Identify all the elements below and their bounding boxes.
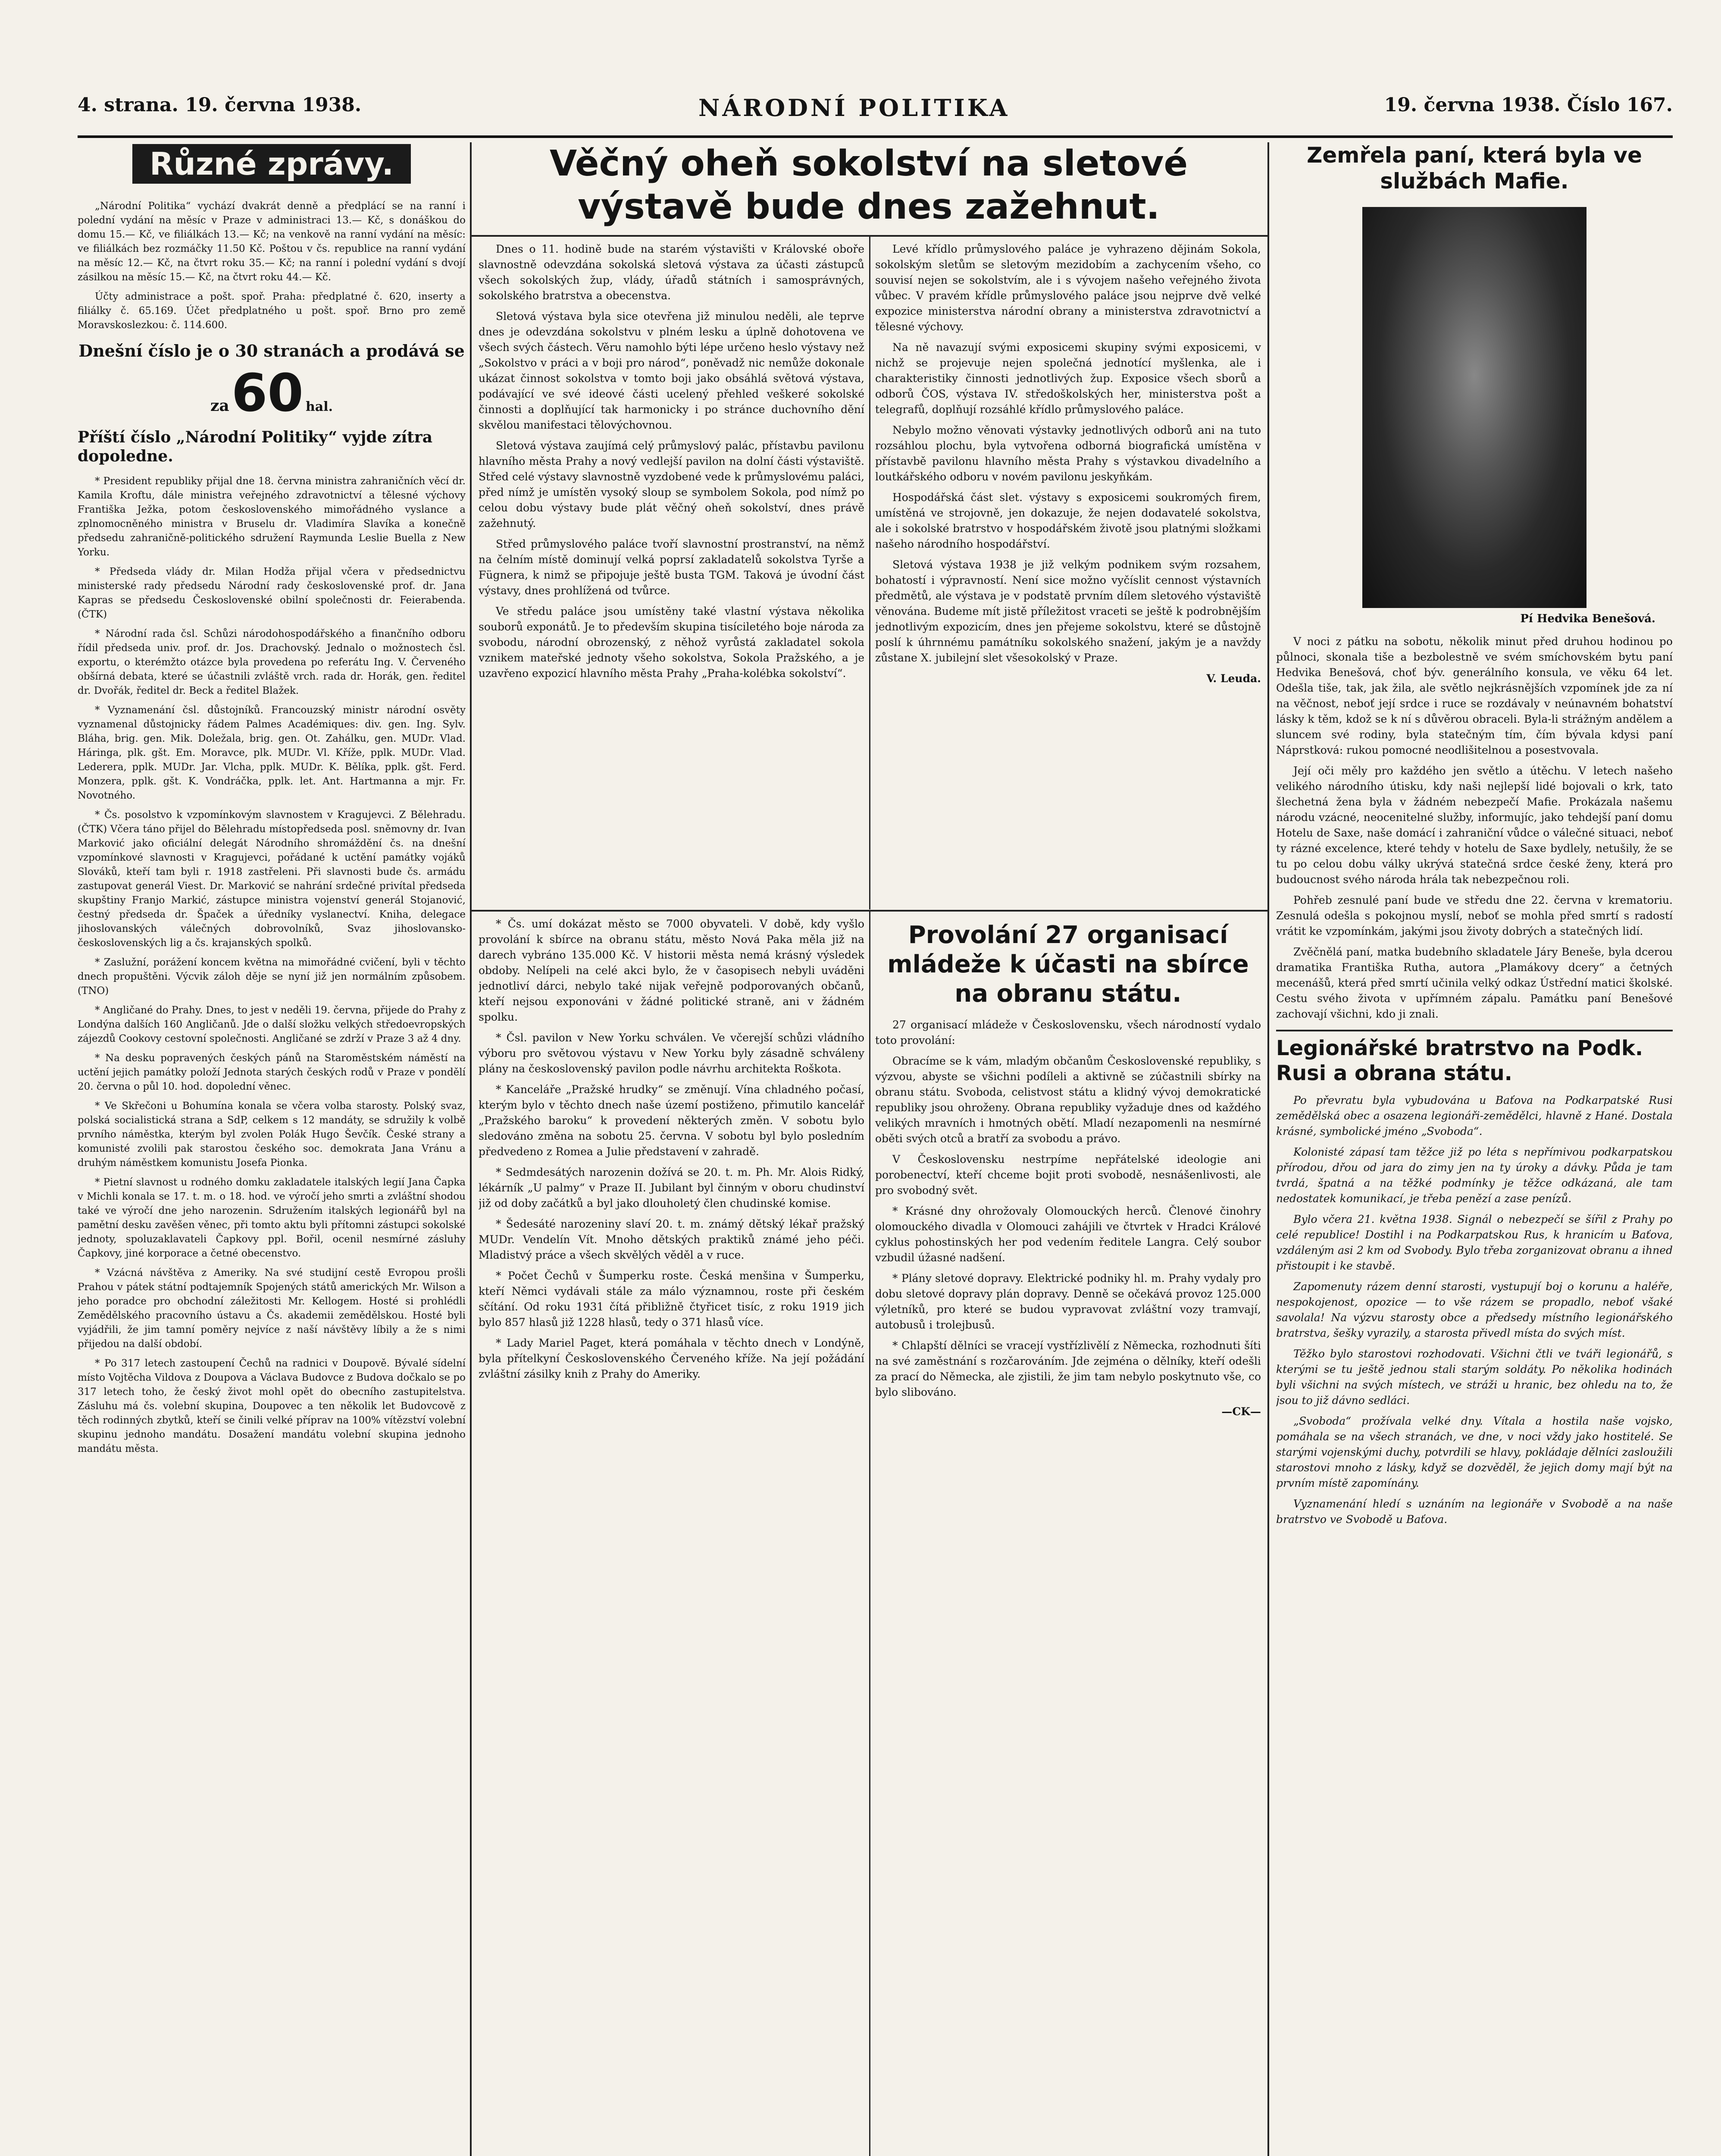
paragraph: Hospodářská část slet. výstavy s exposicemi soukromých firem, umístěná ve strojovně, jen dokazuje, že nejen dodavatelé sokolstva, ale i sokolské bratrstvo v hospodářském životě jsou platnými složkami našeho národního hospodářství. <box>875 491 1261 550</box>
column-rule <box>1267 142 1269 2156</box>
sokol-article-col-b <box>875 241 1261 906</box>
paragraph: * Sedmdesátých narozenin dožívá se 20. t. m. Ph. Mr. Alois Ridký, lékárník „U palmy“ v Praze II. Jubilant byl činným v oboru chudinství již od doby začátků a byl jako dlouholetý člen chudinské komise. <box>479 1166 864 1210</box>
paragraph: * Na desku popravených českých pánů na Staroměstském náměstí na uctění jejich památky položí Jednota starých českých rodů v Praze v pondělí 20. června o půl 10. hod. dopolední věnec. <box>78 1053 466 1092</box>
paragraph: Těžko bylo starostovi rozhodovati. Všichni čtli ve tváři legionářů, s kterými se tu ještě jednou stali starým soldáty. Po několika hodinách byli všichni na svých místech, ve stráži u hranic, bez ohledu na to, že jsou to již dávno sedláci. <box>1276 1348 1673 1407</box>
sokol-article-col-a <box>479 241 864 906</box>
obituary-title: Zemřela paní, která byla ve službách Mafie. <box>1307 143 1642 194</box>
paragraph: * Šedesáté narozeniny slaví 20. t. m. známý dětský lékař pražský MUDr. Vendelín Vít. Mnoho dětských praktiků známé jeho péči. Mladistvý práce a všech skvělých věděl a v ruce. <box>479 1218 864 1261</box>
news-list <box>78 474 466 1456</box>
today-pages: Dnešní číslo je o 30 stranách a prodává se <box>78 341 465 360</box>
paragraph: V Československu nestrpíme nepřátelské ideologie ani porobenectví, kteří chceme bojit proti svobodě, nesnášenlivosti, ale pro svobodný svět. <box>875 1153 1261 1197</box>
paragraph: Dnes o 11. hodině bude na starém výstavišti v Královské oboře slavnostně odevzdána sokolská sletová výstava za účasti zástupců všech sokolských žup, vlády, úřadů státních i samosprávných, sokolského bratrstva a obecenstva. <box>479 243 864 302</box>
paragraph: * Plány sletové dopravy. Elektrické podniky hl. m. Prahy vydaly pro dobu sletové dopravy plán dopravy. Denně se očekává provoz 125.000 výletníků, pro které se budou vypravovat zvláštní vozy tramvají, autobusů i trolejbusů. <box>875 1272 1261 1331</box>
paragraph: V noci z pátku na sobotu, několik minut před druhou hodinou po půlnoci, skonala tiše a bezbolestně ve svém smíchovském bytu paní Hedvika Benešová, choť býv. generálního konsula, ve věku 64 let. Odešla tiše, tak, jak žila, ale světlo nejkrásnějších vzpomínek jde za ní na věčnost, neboť její srdce i ruce se rozdávaly v neúnavném bohatství lásky k těm, kdož se k ní s důvěrou obraceli. Byla-li strážným andělem a sluncem své rodiny, byla statečným tím, čím bývala kdysi paní Náprstková: rukou pomocné neodlišitelnou a posestvovala. <box>1276 635 1673 756</box>
next-issue: Příští číslo „Národní Politiky“ vyjde zítra dopoledne. <box>78 428 433 465</box>
paragraph: * Zaslužní, porážení koncem května na mimořádné cvičení, byli v těchto dnech propuštěni. Výcvik záloh děje se nyní již jen normálním způsobem. (TNO) <box>78 957 466 997</box>
article-signature: V. Leuda. <box>1206 672 1261 685</box>
photo-caption: Pí Hedvika Benešová. <box>1520 612 1655 625</box>
paragraph: * Čs. posolstvo k vzpomínkovým slavnostem v Kragujevci. Z Bělehradu. (ČTK) Včera táno přijel do Bělehradu místopředseda posl. sněmovny dr. Ivan Marković jako oficiální delegát Národního shromáždění čs. na dnešní vzpomínkové slavnosti v Kragujevci, pořádané k uctění památky vojáků Slováků, kteří tam byli r. 1918 zastřeleni. Při slavnosti bude čs. armádu zastupovat generál Viest. Dr. Marković se nahrání srdečné privítal předseda skupštiny Franjo Markić, zástupce ministra vojenství generál Stojanović, čestný předseda dr. Špaček a úředníky vyslanectví. Kniha, delegace jihoslovanských válečných dobrovolníků, Svaz jihoslovansko-československých lig a čs. krajanských spolků. <box>78 809 466 949</box>
paragraph: * Chlapští dělníci se vracejí vystřízlivělí z Německa, rozhodnuti šíti na své zaměstnání s rozčarováním. Jde zejména o dělníky, kteří odešli za prací do Německa, ale zjistili, že jim tam nebylo poskytnuto vše, co bylo slibováno. <box>875 1339 1261 1398</box>
paragraph: Bylo včera 21. května 1938. Signál o nebezpečí se šířil z Prahy po celé republice! Dostihl i na Podkarpatskou Rus, k hranicím u Baťova, vzdáleným asi 2 km od Svobody. Bylo třeba zorganizovat obranu a ihned přistoupit i ke stavbě. <box>1276 1213 1673 1272</box>
obituary-text <box>1276 634 1673 1022</box>
inner-column-rule <box>869 912 870 2156</box>
paragraph: * Po 317 letech zastoupení Čechů na radnici v Doupově. Bývalé sídelní místo Vojtěcha Vildova z Doupova a Václava Budovce z Budova dočkalo se po 317 letech toho, že český život mohl opět do obecního zastupitelstva. Zásluhu má čs. volební skupina, Doupovec a ten několik let Budovcově z těch rodinných zbytků, kteří se činili velké příprav na 100% vítězství volební skupinu jednoho mandátu. Dosažení mandátu volební skupina jednoho mandátu města. <box>78 1358 466 1454</box>
paragraph: Sletová výstava zaujímá celý průmyslový palác, přístavbu pavilonu hlavního města Prahy a nový vedlejší pavilon na dolní části výstaviště. Střed celé výstavy slavnostně vyzdobené vede k průmyslovému paláci, před nímž je umístěn vysoký sloup se symbolem Sokola, pod nímž po celou dobu výstavy bude plát věčný oheň sokolství, dnes právě zažehnutý. <box>479 439 864 530</box>
paragraph: * Ve Skřečoni u Bohumína konala se včera volba starosty. Polský svaz, polská socialistická strana a SdP, celkem s 12 mandáty, se sdružily k volbě prvního náměstka, kterým byl zvolen Polák Hugo Ševčík. České strany a komunisté zvolili pak starostou českého soc. demokrata Jana Vránu a druhým náměstkem komunistu Josefa Pionka. <box>78 1100 466 1169</box>
legion-title: Legionářské bratrstvo na Podk. Rusi a obrana státu. <box>1276 1036 1643 1085</box>
paragraph: * Čs. umí dokázat město se 7000 obyvateli. V době, kdy vyšlo provolání k sbírce na obranu státu, město Nová Paka měla již na darech vybráno 135.000 Kč. V historii města nemá krásný výsledek obdoby. Nelípeli na celé akci bylo, že v časopisech nebyli uváděni jednotliví dárci, nebylo také nijak veřejně podporovaných občanů, kteří nejsou exponováni v žádné politické straně, ani v žádném spolku. <box>479 918 864 1023</box>
col-b-text <box>875 241 1261 666</box>
paragraph: * Krásné dny ohrožovaly Olomouckých herců. Členové činohry olomouckého divadla v Olomouci zahájili ve čtvrtek v Hradci Králové cyklus pohostinských her pod vedením ředitele Langra. Celý soubor vzbudil úžasné nadšení. <box>875 1205 1261 1264</box>
news-col-c <box>479 916 864 2156</box>
section-heading: Různé zprávy. <box>132 144 411 184</box>
paragraph: * Čsl. pavilon v New Yorku schválen. Ve včerejší schůzi vládního výboru pro světovou výstavu v New Yorku byly zásadně schváleny plány na československý pavilon podle návrhu architekta Roškota. <box>479 1031 864 1075</box>
paragraph: * Angličané do Prahy. Dnes, to jest v neděli 19. června, přijede do Prahy z Londýna dalších 160 Angličanů. Jde o další složku velkých středoevropských zájezdů Cookovy cestovní společnosti. Angličané se zdrží v Praze 3 až 4 dny. <box>78 1005 466 1044</box>
paragraph: Kolonisté zápasí tam těžce již po léta s nepřímivou podkarpatskou přírodou, dřou od jara do zimy jen na ty úroky a dávky. Půda je tam tvrdá, špatná a na těžké podmínky je těžce odkázaná, ale tam nedostatek komunikací, je třeba penězí a zase penízů. <box>1276 1146 1673 1205</box>
paragraph: „Svoboda“ prožívala velké dny. Vítala a hostila naše vojsko, pomáhala se na všech stranách, ve dne, v noci vždy jako hostitelé. Se starými vojenskými duchy, potvrdili se hlavy, pokládaje dělníci zasloužili starostovi mnoho z lásky, když se dozvěděl, že jejich domy mají být na prvním místě zapomínány. <box>1276 1415 1673 1489</box>
price-unit: hal. <box>305 399 333 414</box>
paragraph: Ve středu paláce jsou umístěny také vlastní výstava několika souborů exponátů. Je to především skupina tisíciletého boje národa za svobodu, národní obrozenský, z něhož vyrůstá zakladatel sokola vznikem mateřské jednoty všeho sokolstva, Sokola Pražského, a je uzavřeno expozicí hlavního města Prahy „Praha-kolébka sokolství“. <box>479 605 864 680</box>
paragraph: Pohřeb zesnulé paní bude ve středu dne 22. června v krematoriu. Zesnulá odešla s pokojnou myslí, neboť se mohla před smrtí s radostí vrátit ke vzpomínkám, jakými jsou životy dobrých a statečných lidí. <box>1276 894 1673 937</box>
paragraph: Střed průmyslového paláce tvoří slavnostní prostranství, na němž na čelním místě dominují velká poprsí zakladatelů sokolstva Tyrše a Fügnera, k nimž se připojuje ještě busta TGM. Taková je úvodní část výstavy, dnes prohlížená od tvůrce. <box>479 538 864 597</box>
appeal-title: Provolání 27 organisací mládeže k účasti na sbírce na obranu státu. <box>887 921 1249 1008</box>
paragraph: * Pietní slavnost u rodného domku zakladatele italských legií Jana Čapka v Michli konala se 17. t. m. o 18. hod. ve výročí jeho smrti a zvláštní shodou také ve výročí dne jeho narozenin. Sdružením italských legionářů byl na pamětní desku zavěšen věnec, při tomto aktu byli přítomni zástupci sokolské jednoty, spoluzaklavateli Čapkovy ppl. Bořil, ocenil nesmírné zásluhy Čapkovy, jiné korporace a četné obecenstvo. <box>78 1177 466 1259</box>
portrait-photo <box>1362 207 1586 608</box>
subscription-info <box>78 199 466 332</box>
paragraph: Levé křídlo průmyslového paláce je vyhrazeno dějinám Sokola, sokolským sletům se sletovým mezidobím a zachycením všeho, co souvisí nejen se sokolstvím, ale i s vývojem našeho veřejného života vůbec. V pravém křídle průmyslového paláce jsou nejprve dvě velké expozice ministerstva národní obrany a ministerstva zdravotnictví a tělesné výchovy. <box>875 243 1261 333</box>
paragraph: Sletová výstava 1938 je již velkým podnikem svým rozsahem, bohatostí i výpravností. Není sice možno vyčíslit cennost výstavních předmětů, ale výstava je v podstatě prvním dílem sletového výstaviště věnována. Budeme mít jistě příležitost vraceti se ještě k podrobnějším jednotlivým expozicím, dnes jen přejeme sokolstvu, které se důstojně poslí k úhrnnému památníku sokolského snažení, jakým je a navždy zůstane X. jubilejní slet všesokolský v Praze. <box>875 558 1261 664</box>
paragraph: * President republiky přijal dne 18. června ministra zahraničních věcí dr. Kamila Kroftu, dále ministra veřejného zdravotnictví a tělesné výchovy Františka Ježka, potom československého mimořádného vyslance a zplnomocněného ministra v Bruselu dr. Vladimíra Slavíka a konečně předsedu zahraničně-politického sdružení Raymunda Leslie Buella z New Yorku. <box>78 476 466 558</box>
section-heading-wrap <box>78 146 466 182</box>
appeal-text <box>875 1017 1261 1400</box>
subscription-text: „Národní Politika“ vychází dvakrát denně a předplácí se na ranní i polední vydání na měsíc v Praze v administraci 13.— Kč, s donáškou do domu 15.— Kč, ve filiálkách 13.— Kč; na venkově na ranní vydání na měsíc: ve filiálkách bez rozmáčky 11.50 Kč. Poštou v čs. republice na ranní vydání na měsíc 12.— Kč, na čtvrt roku 35.— Kč; na ranní i polední vydání s dvojí zásilkou na měsíc 15.— Kč, na čtvrt roku 44.— Kč. <box>78 201 466 283</box>
paragraph: Zapomenuty rázem denní starosti, vystupují boj o korunu a haléře, nespokojenost, opozice — to vše rázem se propadlo, neboť všaké savolala! Na výzvu starosty obce a předsedy místního legionářského bratrstva, šešky vyrazily, a starosta přivedl místa do svých míst. <box>1276 1280 1673 1339</box>
header-issue-number: 19. června 1938. Číslo 167. <box>1384 94 1673 116</box>
column-rule <box>470 142 472 2156</box>
right-divider <box>1276 1030 1673 1031</box>
paragraph: * Lady Mariel Paget, která pomáhala v těchto dnech v Londýně, byla přítelkyní Československého Červeného kříže. Na její požádání zvláštní zásilky knih z Prahy do Ameriky. <box>479 1337 864 1380</box>
appeal-signature: —CK— <box>1221 1405 1261 1418</box>
main-headline: Věčný oheň sokolství na sletové výstavě bude dnes zažehnut. <box>549 143 1188 227</box>
legion-text <box>1276 1093 1673 1527</box>
paragraph: Na ně navazují svými exposicemi skupiny svými exposicemi, v nichž se projevuje nejen společná jednotící myšlenka, ale i charakteristiky činnosti jednotlivých žup. Exposice všech sborů a odborů ČOS, výstava IV. středoškolských her, ministerstva pošt a telegrafů, doplňují rozsáhlé křídlo průmyslového paláce. <box>875 341 1261 416</box>
price-line <box>78 364 466 423</box>
paragraph: Vyznamenání hledí s uznáním na legionáře v Svobodě a na naše bratrstvo ve Svobodě u Baťova. <box>1276 1498 1673 1526</box>
paragraph: * Vyznamenání čsl. důstojníků. Francouzský ministr národní osvěty vyznamenal důstojnicky řádem Palmes Académiques: div. gen. Ing. Sylv. Bláha, brig. gen. Mik. Doležala, brig. gen. Ot. Zahálku, gen. MUDr. Vlad. Háringa, plk. gšt. Em. Moravce, plk. MUDr. Vl. Kříže, pplk. MUDr. Vlad. Lederera, pplk. MUDr. Jar. Vlcha, pplk. MUDr. K. Bělíka, pplk. gšt. Ferd. Monzera, pplk. gšt. K. Vondráčka, pplk. let. Ant. Hartmanna a mjr. Fr. Novotného. <box>78 705 466 801</box>
left-column <box>78 142 466 2156</box>
right-column <box>1276 142 1673 2156</box>
page-header <box>78 86 1673 138</box>
paragraph: Zvěčnělá paní, matka budebního skladatele Járy Beneše, byla dcerou dramatika Františka Rutha, autora „Plamákovy dcery“ a četných mecenášů, která před smrtí učinila velký odkaz Ústřední matici školské. Cestu svého života v upřímném zápalu. Památku paní Benešové zachovají všichni, kdo ji znali. <box>1276 946 1673 1020</box>
accounts-text: Účty administrace a pošt. spoř. Praha: předplatné č. 620, inserty a filiálky č. 65.169. Účet předplatného u pošt. spoř. Brno pro země Moravskoslezkou: č. 114.600. <box>78 291 466 331</box>
paragraph: * Předseda vlády dr. Milan Hodža přijal včera v předsednictvu ministerské rady předsedu Národní rady československé prof. dr. Jana Kapras se předsedu Československé obilní společnosti dr. Feierabenda. (ČTK) <box>78 566 466 620</box>
paragraph: Nebylo možno věnovati výstavky jednotlivých odborů ani na tuto rozsáhlou plochu, byla vytvořena odborná biografická umístěna v přístavbě pavilonu hlavního města Prahy s výstavkou divadelního a loutkářského odboru v novém pavilonu jeskyňkám. <box>875 424 1261 483</box>
appeal-box <box>875 916 1261 2156</box>
header-page-date: 4. strana. 19. června 1938. <box>78 94 362 116</box>
inner-column-rule <box>869 237 870 909</box>
paragraph: * Kanceláře „Pražské hrudky“ se změnují. Vína chladného počasí, kterým bylo v těchto dnech naše území postiženo, přimutilo kancelář „Pražského baroku“ k provedení některých změn. V sobotu bylo sledováno změna na sobotu 25. června. V sobotu byl bylo posledním předvedeno z Romea a Julie představení v zahradě. <box>479 1083 864 1158</box>
paragraph: Po převratu byla vybudována u Baťova na Podkarpatské Rusi zemědělská obec a osazena legionáři-zemědělci, hlavně z Hané. Dostala krásné, symbolické jméno „Svoboda“. <box>1276 1094 1673 1138</box>
price-prefix: za <box>210 397 229 415</box>
paragraph: * Vzácná návštěva z Ameriky. Na své studijní cestě Evropou prošli Prahou v pátek státní podtajemník Spojených států amerických Mr. Wilson a jeho poradce pro obchodní záležitosti Mr. Kellogem. Hosté si prohlédli Zemědělského pracovního ústavu a Čs. akademii zemědělskou. Hosté byli vyjádřili, že jim tamní poměry nejvíce z naší návštěvy líbily a že s nimi přijedou na další období. <box>78 1267 466 1350</box>
masthead: NÁRODNÍ POLITIKA <box>698 94 1010 122</box>
paragraph: Obracíme se k vám, mladým občanům Československé republiky, s výzvou, abyste se všichni podíleli a aktivně se zúčastnili sbírky na obranu státu. Svoboda, celistvost státu a klidný vývoj demokratické republiky jsou ohroženy. Obrana republiky vyžaduje dnes od každého velikých mravních i hmotných obětí. Mladí nezapomenli na nesmírné oběti svých otců a bratří za svobodu a právo. <box>875 1055 1261 1145</box>
paragraph: Její oči měly pro každého jen světlo a útěchu. V letech našeho velikého národního útisku, kdy naši nejlepší lidé bojovali o krk, tato šlechetná žena byla v žádném nebezpečí Mafie. Prokázala našemu národu vzácné, neocenitelné služby, informujíc, jako tehdejší paní domu Hotelu de Saxe, naše domácí i zahraniční vůdce o válečné situaci, neboť ty rázné excelence, které tehdy v hotelu de Saxe bydlely, netušily, že se tu po celou dobu války ukrývá statečná srdce české ženy, která pro budoucnost svého národa hrála tak nebezpečnou roli. <box>1276 765 1673 886</box>
price-number: 60 <box>231 364 304 423</box>
paragraph: * Národní rada čsl. Schůzi národohospodářského a finančního odboru řídil předseda univ. prof. dr. Jos. Drachovský. Jednalo o možnostech čsl. exportu, o kterémžto otázce byla provedena po referátu Ing. V. Červeného obšírná debata, které se účastnili zvláště vrch. rada dr. Horák, gen. ředitel dr. Dvořák, ředitel dr. Beck a ředitel Blažek. <box>78 628 466 696</box>
paragraph: Sletová výstava byla sice otevřena již minulou neděli, ale teprve dnes je odevzdána sokolstvu v plném lesku a úplně dohotovena ve všech svých částech. Věru namohlo býti lépe určeno heslo výstavy než „Sokolstvo v práci a v boji pro národ“, poněvadž nic nemůže dokonale ukázat činnost sokolstva v tomto boji jako obsáhlá světová výstava, podávající ve své ideové části ucelený přehled veškeré sokolské činnosti a doplňující tak harmonicky i po stránce duchovního dění skvělou manifestaci tělovýchovnou. <box>479 310 864 431</box>
paragraph: 27 organisací mládeže v Československu, všech národností vydalo toto provolání: <box>875 1018 1261 1047</box>
paragraph: * Počet Čechů v Šumperku roste. Česká menšina v Šumperku, kteří Němci vydávali stále za málo významnou, roste při českém sčítání. Od roku 1931 čítá přibližně čtyřicet tisíc, z roku 1919 jich bylo 857 hlasů již 1228 hlasů, tedy o 371 hlasů více. <box>479 1269 864 1329</box>
